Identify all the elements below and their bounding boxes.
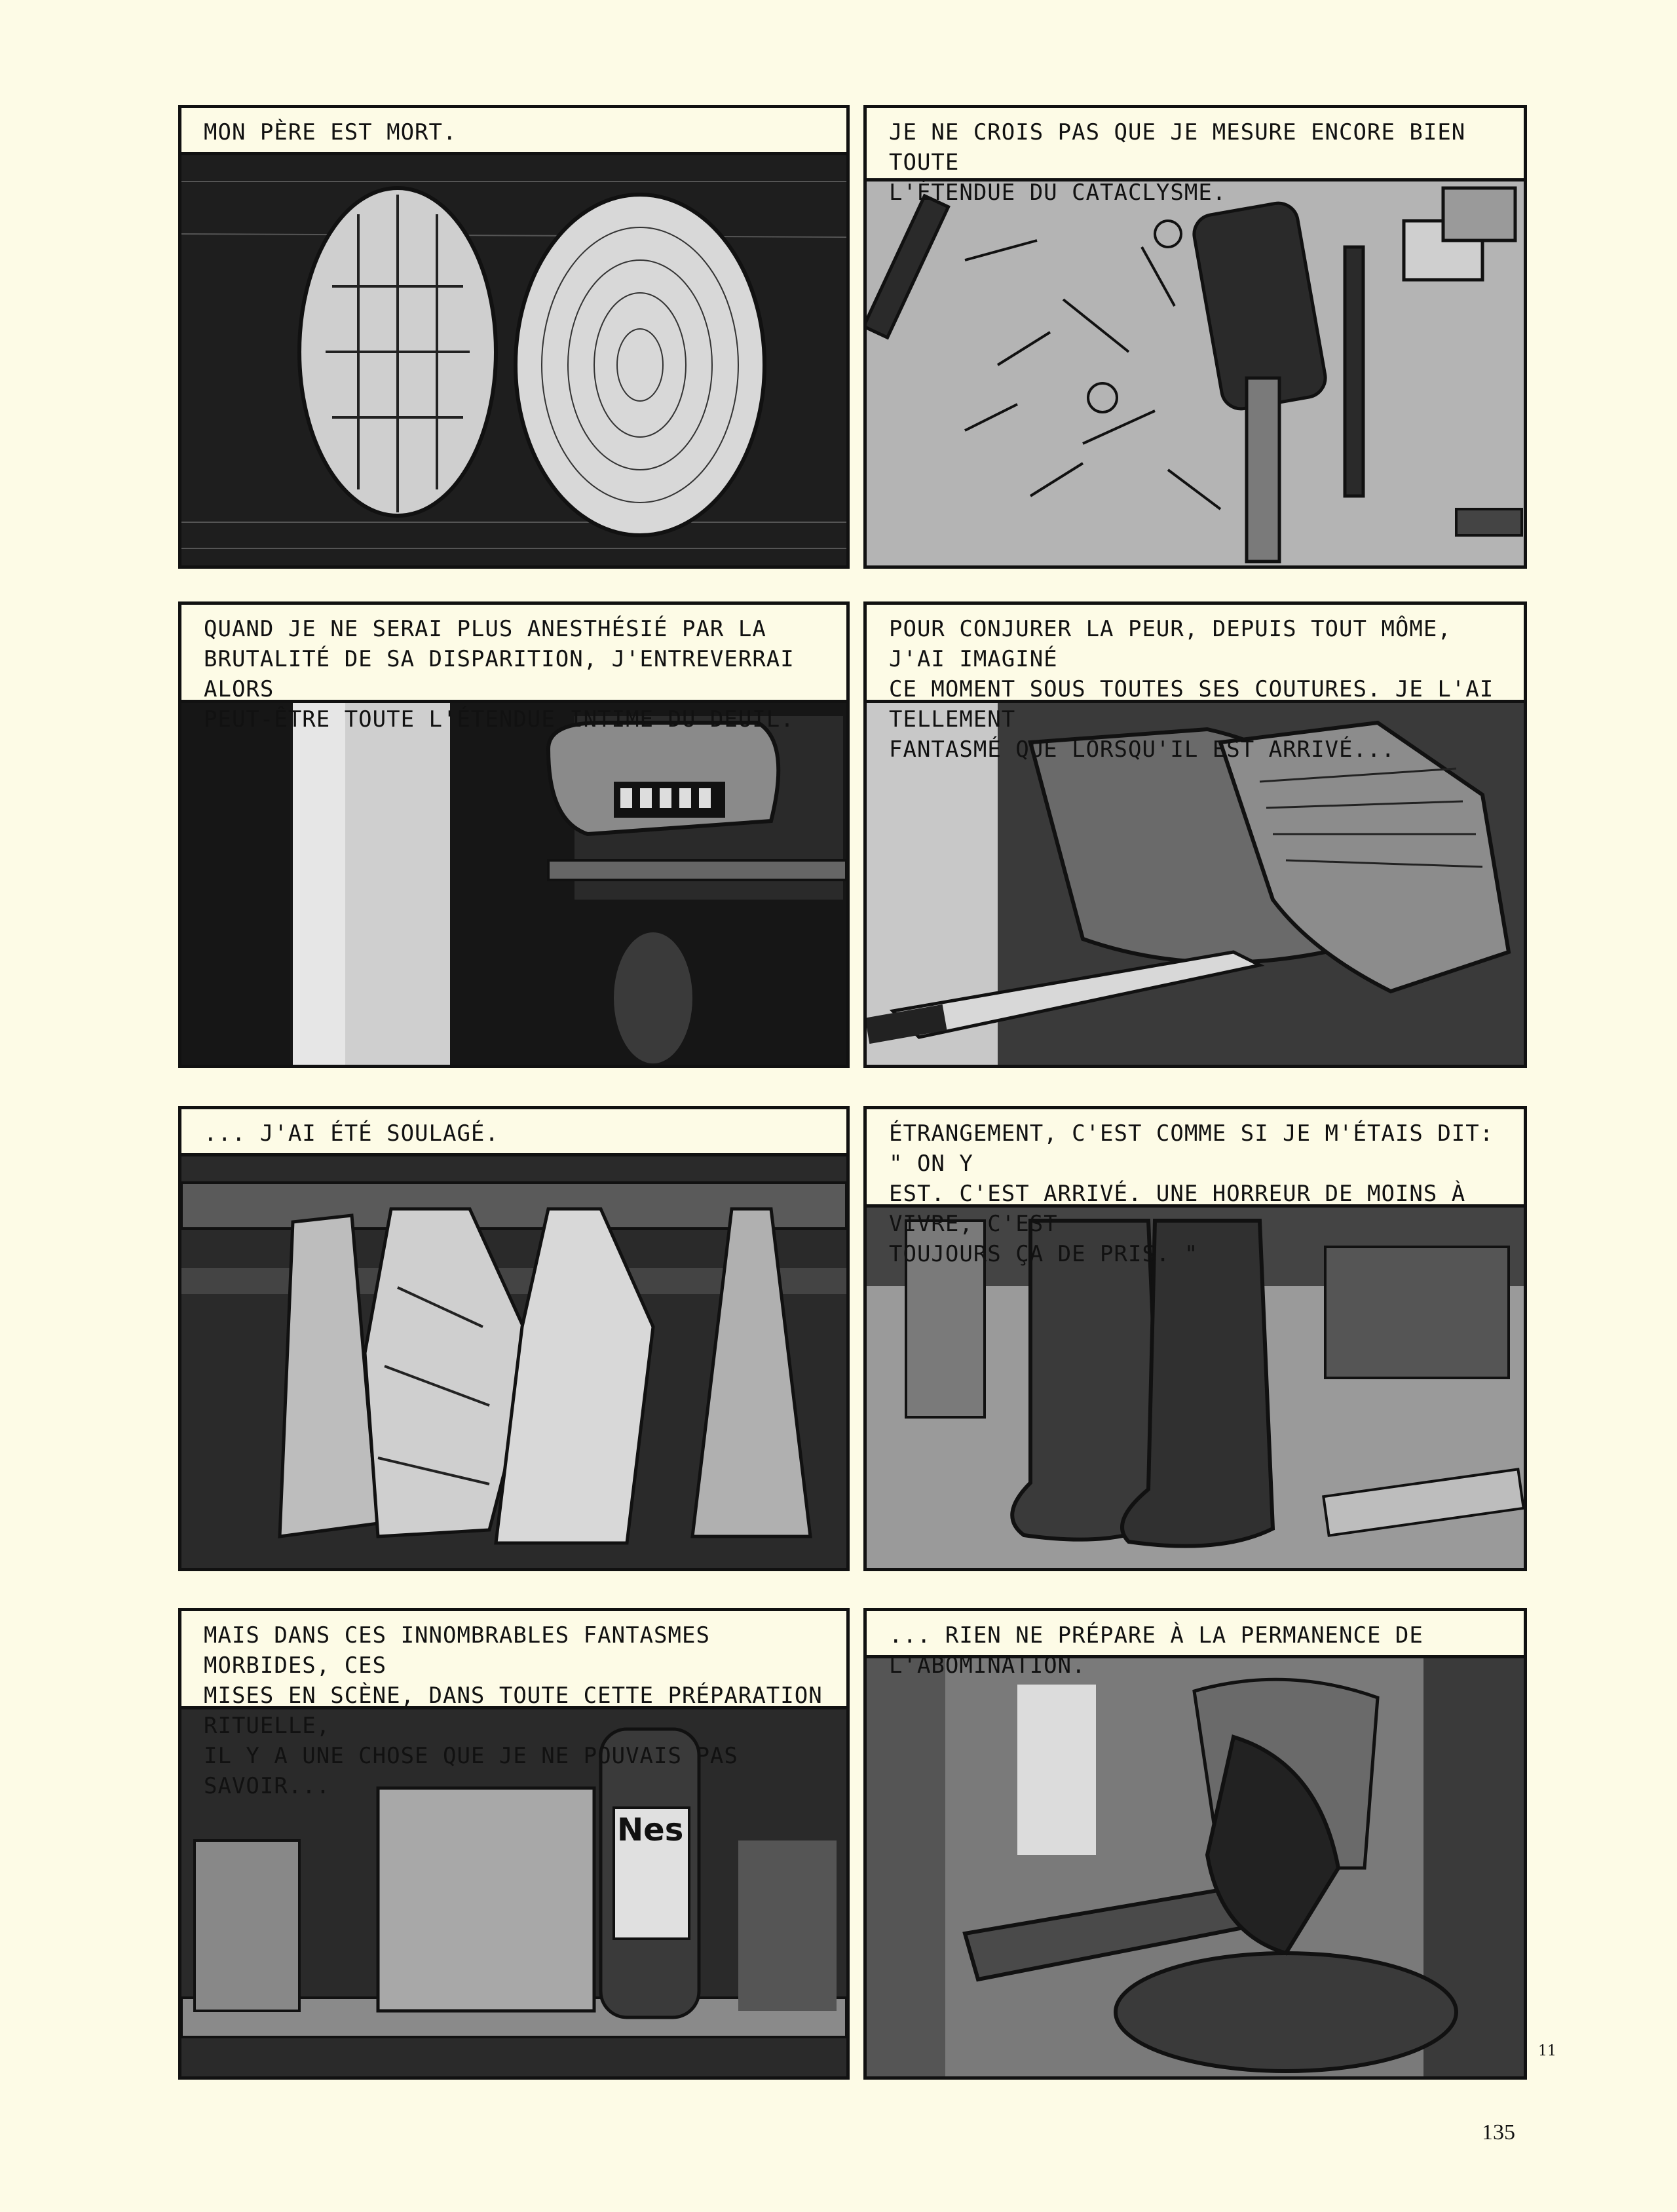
panel-2 xyxy=(863,105,1527,569)
caption-box: MON PÈRE EST MORT. xyxy=(181,108,846,155)
axe-stump-illustration xyxy=(867,1658,1524,2076)
caption-box: POUR CONJURER LA PEUR, DEPUIS TOUT MÔME, J'AI IMAGINÉ CE MOMENT SOUS TOUTES SES COUTURES. JE L'AI TELLEMENT FANTASMÉ QUE LORSQU'IL EST ARRIVÉ... xyxy=(867,605,1524,703)
caption-box: ÉTRANGEMENT, C'EST COMME SI JE M'ÉTAIS DIT: " ON Y EST. C'EST ARRIVÉ. UNE HORREUR DE MOINS À VIVRE, C'EST TOUJOURS ÇA DE PRIS. " xyxy=(867,1109,1524,1208)
caption-box: MAIS DANS CES INNOMBRABLES FANTASMES MORBIDES, CES MISES EN SCÈNE, DANS TOUTE CETTE PRÉPARATION RITUELLE, IL Y A UNE CHOSE QUE JE NE POUVAIS PAS SAVOIR... xyxy=(181,1611,846,1709)
panel-1 xyxy=(178,105,850,569)
panel-5 xyxy=(178,1106,850,1571)
clothes-hooks-illustration xyxy=(181,1156,846,1568)
panel-4 xyxy=(863,601,1527,1068)
tin-label-text: Nes xyxy=(617,1812,684,1848)
panel-6 xyxy=(863,1106,1527,1571)
tools-illustration xyxy=(867,181,1524,565)
panel-8 xyxy=(863,1608,1527,2080)
caption-box: ... RIEN NE PRÉPARE À LA PERMANENCE DE L'ABOMINATION. xyxy=(867,1611,1524,1658)
artist-signature: 11 xyxy=(1538,2043,1556,2059)
caption-box: QUAND JE NE SERAI PLUS ANESTHÉSIÉ PAR LA BRUTALITÉ DE SA DISPARITION, J'ENTREVERRAI ALORS PEUT-ÊTRE TOUTE L'ÉTENDUE INTIME DU DEUIL. xyxy=(181,605,846,703)
panel-7 xyxy=(178,1608,850,2080)
vise-illustration xyxy=(181,703,846,1065)
caption-box: ... J'AI ÉTÉ SOULAGÉ. xyxy=(181,1109,846,1156)
caption-box: JE NE CROIS PAS QUE JE MESURE ENCORE BIEN TOUTE L'ÉTENDUE DU CATACLYSME. xyxy=(867,108,1524,181)
page-number: 135 xyxy=(1482,2120,1515,2145)
baskets-illustration xyxy=(181,155,846,565)
panel-3 xyxy=(178,601,850,1068)
